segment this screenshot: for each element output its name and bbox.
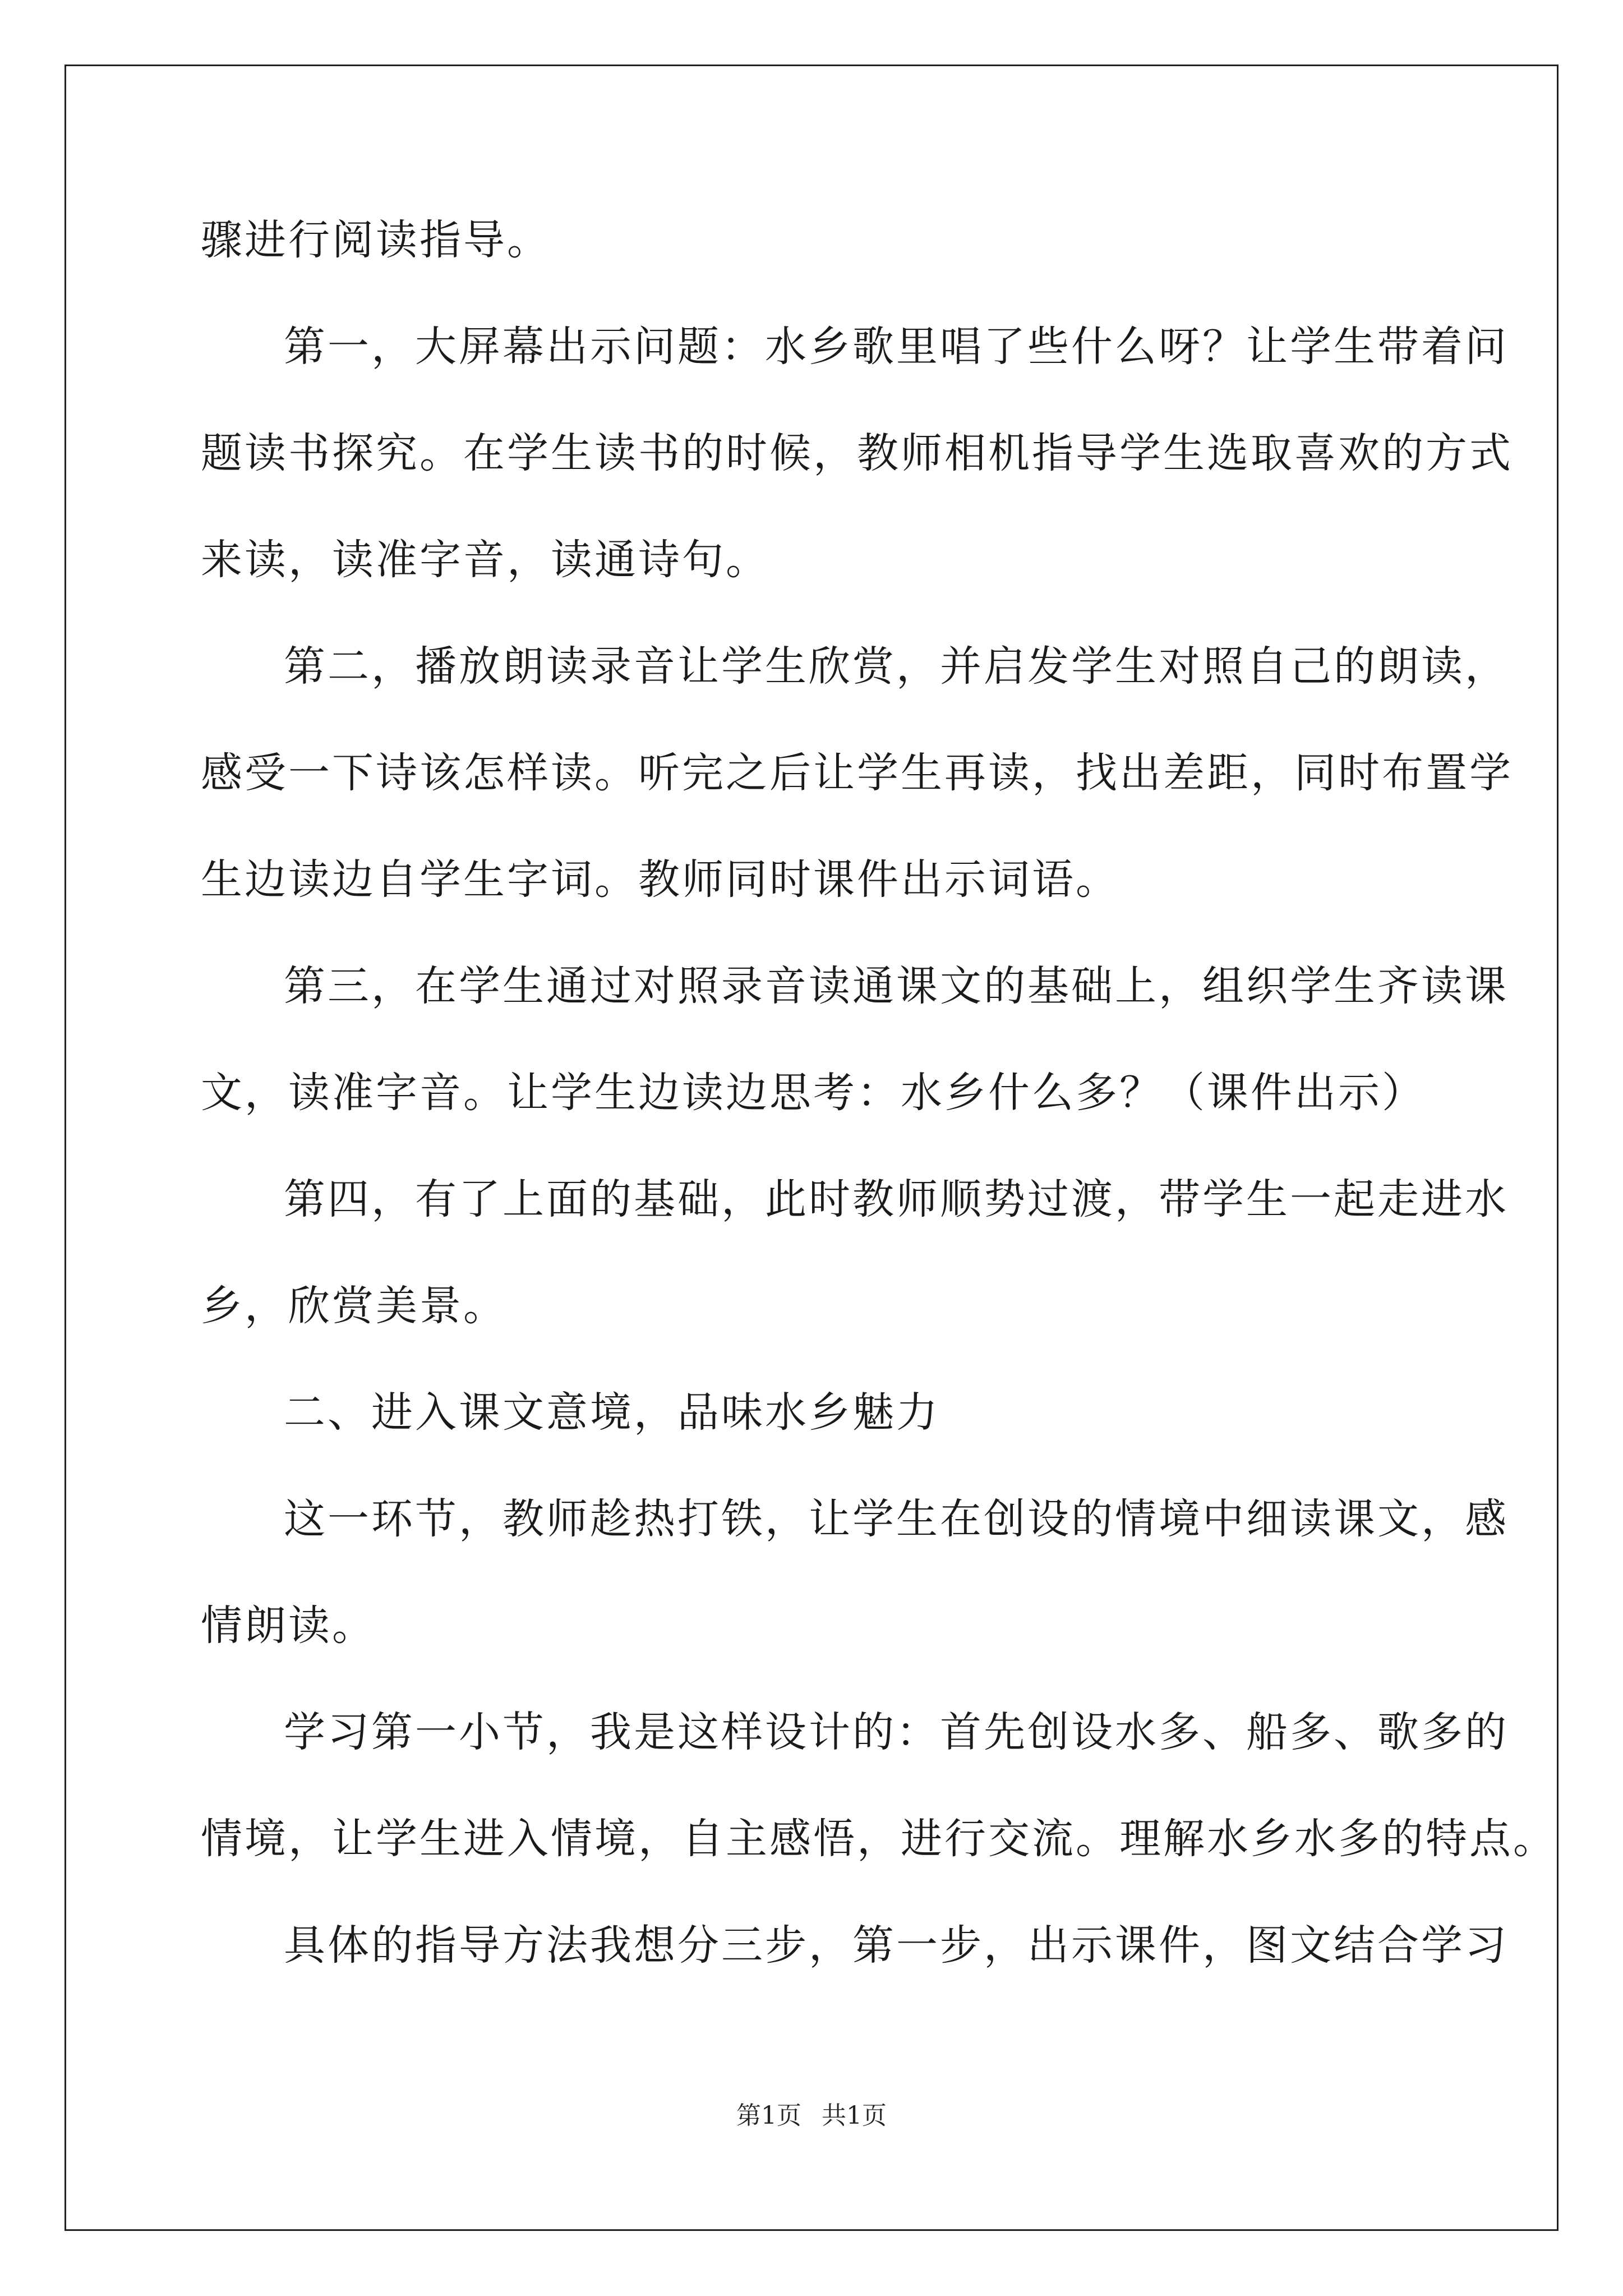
text-line: 文，读准字音。让学生边读边思考：水乡什么多？（课件出示） [201,1069,1426,1117]
text-line: 乡，欣赏美景。 [201,1282,507,1330]
paragraph-first-line: 第一，大屏幕出示问题：水乡歌里唱了些什么呀？让学生带着问 [284,323,1509,371]
text-line: 题读书探究。在学生读书的时候，教师相机指导学生选取喜欢的方式 [201,429,1513,477]
page-total: 共1页 [822,2101,887,2130]
paragraph-first-line: 具体的指导方法我想分三步，第一步，出示课件，图文结合学习 [284,1921,1509,1970]
paragraph-first-line: 这一环节，教师趁热打铁，让学生在创设的情境中细读课文，感 [284,1495,1509,1543]
page-border [64,65,1559,2231]
section-heading: 二、进入课文意境，品味水乡魅力 [284,1388,940,1437]
page-number: 第1页 [736,2101,801,2130]
paragraph-first-line: 第三，在学生通过对照录音读通课文的基础上，组织学生齐读课 [284,962,1509,1010]
text-line: 感受一下诗该怎样读。听完之后让学生再读，找出差距，同时布置学 [201,749,1513,797]
paragraph-first-line: 学习第一小节，我是这样设计的：首先创设水多、船多、歌多的 [284,1708,1509,1756]
text-line: 骤进行阅读指导。 [201,216,551,264]
paragraph-first-line: 第二，播放朗读录音让学生欣赏，并启发学生对照自己的朗读， [284,642,1509,691]
text-line: 情朗读。 [201,1602,376,1650]
page-footer [0,2100,1623,2132]
text-line: 来读，读准字音，读通诗句。 [201,536,769,584]
paragraph-first-line: 第四，有了上面的基础，此时教师顺势过渡，带学生一起走进水 [284,1175,1509,1223]
text-line: 生边读边自学生字词。教师同时课件出示词语。 [201,855,1119,904]
text-line: 情境，让学生进入情境，自主感悟，进行交流。理解水乡水多的特点。 [201,1815,1557,1863]
